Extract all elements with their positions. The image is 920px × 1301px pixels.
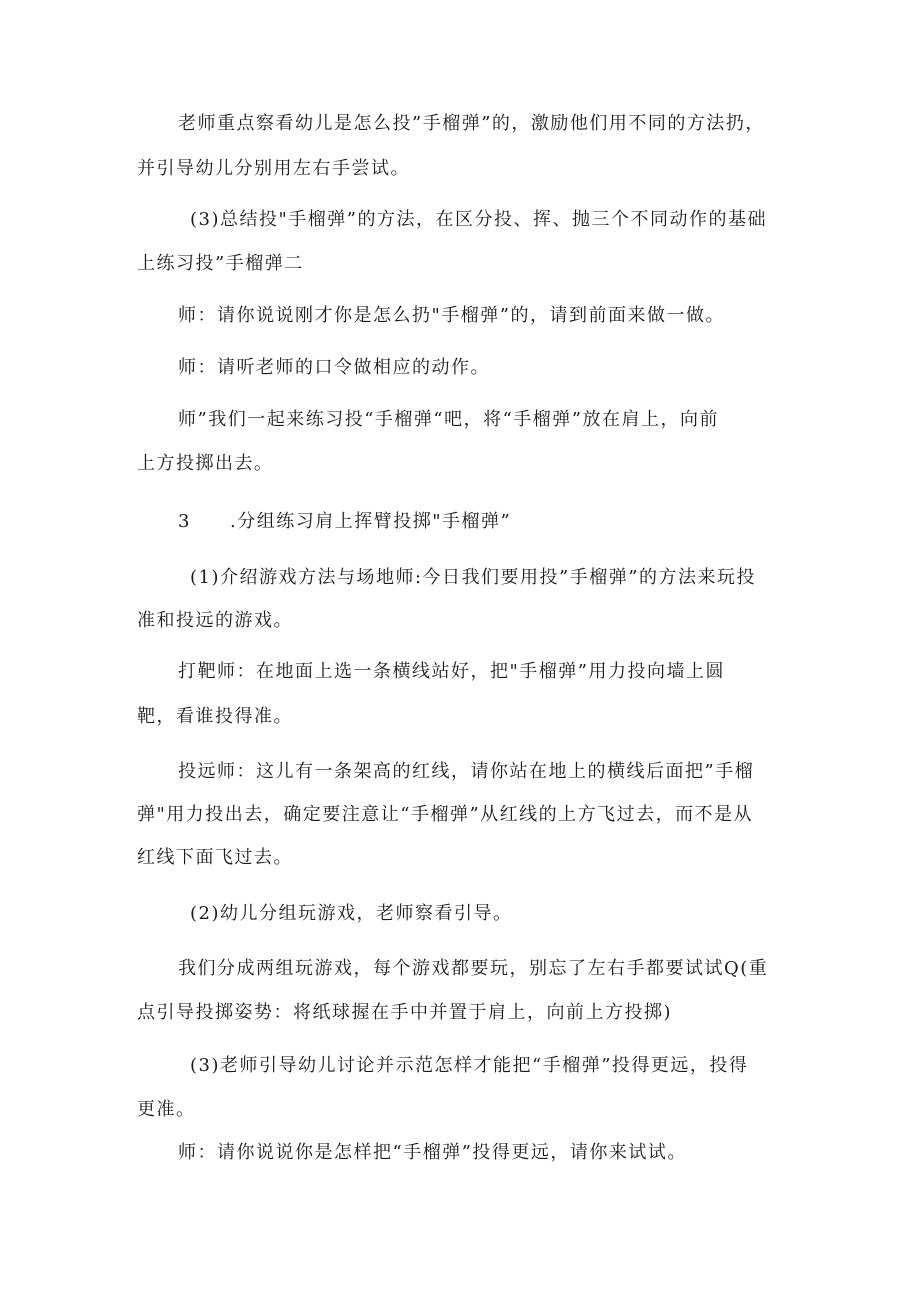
paragraph-line: 点引导投掷姿势：将纸球握在手中并置于肩上，向前上方投掷): [137, 1002, 673, 1023]
paragraph-line: 准和投远的游戏。: [137, 610, 293, 631]
paragraph-line: 投远师：这儿有一条架高的红线，请你站在地上的横线后面把”手榴: [178, 761, 755, 782]
paragraph-line: 老师重点察看幼儿是怎么投”手榴弹”的，激励他们用不同的方法扔，: [178, 113, 765, 134]
paragraph-line: 我们分成两组玩游戏，每个游戏都要玩，别忘了左右手都要试试Q(重: [178, 958, 769, 979]
paragraph-line: 红线下面飞过去。: [137, 847, 293, 868]
paragraph-line: 靶，看谁投得准。: [137, 706, 293, 727]
paragraph-line: (3)老师引导幼儿讨论并示范怎样才能把“手榴弹”投得更远，投得: [190, 1055, 749, 1076]
section-heading: .分组练习肩上挥臂投掷"手榴弹”: [230, 511, 512, 532]
paragraph-line: 上方投掷出去。: [137, 453, 274, 474]
paragraph-line: 并引导幼儿分别用左右手尝试。: [137, 158, 410, 179]
paragraph-line: 打靶师：在地面上选一条横线站好，把"手榴弹”用力投向墙上圆: [178, 661, 725, 682]
paragraph-line: 师：请你说说你是怎样把“手榴弹”投得更远，请你来试试。: [178, 1142, 687, 1163]
paragraph-line: 师：请你说说刚才你是怎么扔"手榴弹”的，请到前面来做一做。: [178, 305, 725, 326]
paragraph-line: 师”我们一起来练习投“手榴弹“吧，将“手榴弹”放在肩上，向前: [178, 409, 720, 430]
paragraph-line: 弹"用力投出去，确定要注意让“手榴弹”从红线的上方飞过去，而不是从: [137, 804, 754, 825]
paragraph-line: (3)总结投"手榴弹”的方法，在区分投、挥、抛三个不同动作的基础: [190, 209, 767, 230]
paragraph-line: (2)幼儿分组玩游戏，老师察看引导。: [190, 903, 513, 924]
paragraph-line: 上练习投”手榴弹二: [137, 253, 304, 274]
paragraph-line: 师：请听老师的口令做相应的动作。: [178, 357, 490, 378]
paragraph-line: 更准。: [137, 1099, 196, 1120]
section-number: 3: [178, 511, 190, 532]
paragraph-line: (1)介绍游戏方法与场地师:今日我们要用投”手榴弹”的方法来玩投: [190, 567, 756, 588]
